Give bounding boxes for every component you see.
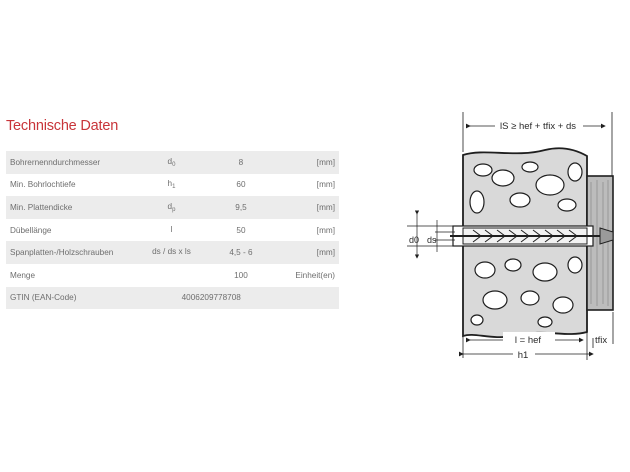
row-symbol: ds / ds x ls [139,241,203,264]
row-unit: Einheit(en) [295,270,335,280]
dowel-installation-diagram [395,100,627,370]
technical-data-table [6,151,339,309]
row-symbol: $d_0$ [139,151,203,174]
row-label: Bohrernenndurchmesser [6,151,139,174]
row-value: 60 [236,180,246,190]
row-value: 100 [234,270,248,280]
section-title: Technische Daten [6,118,119,134]
row-symbol: l [170,224,173,234]
row-value: 9,5 [203,196,278,219]
row-label: Min. Bohrlochtiefe [10,180,76,190]
row-unit: [mm] [316,225,335,235]
row-unit: [mm] [278,241,339,264]
tfix-label: tfix [595,335,608,346]
row-unit: [mm] [316,180,335,190]
d0-label: d0 [409,235,420,245]
row-symbol: $h_1$ [167,179,176,191]
table-row [6,241,339,264]
table-row [6,219,339,242]
row-value: 4,5 - 6 [203,241,278,264]
table-row-gtin [6,287,339,310]
row-label: Dübellänge [10,225,52,235]
l-hef-label: l = hef [514,335,542,346]
gtin-label: GTIN (EAN-Code) [6,287,139,310]
row-unit: [mm] [278,151,339,174]
row-symbol [139,264,203,287]
h1-label: h1 [517,350,529,361]
row-value: 50 [236,225,246,235]
row-unit: [mm] [278,196,339,219]
row-label: Menge [10,270,36,280]
diameter-dimensions [407,214,455,258]
table-row [6,264,339,287]
table-row [6,151,339,174]
row-label: Spanplatten-/Holzschrauben [6,241,139,264]
table-row [6,174,339,197]
row-value: 8 [203,151,278,174]
ls-formula-label: lS ≥ hef + tfix + ds [500,121,576,132]
gtin-value: 4006209778708 [139,287,339,310]
row-symbol: $d_p$ [139,196,203,219]
table-row [6,196,339,219]
ds-label: ds [427,235,437,245]
row-label: Min. Plattendicke [6,196,139,219]
